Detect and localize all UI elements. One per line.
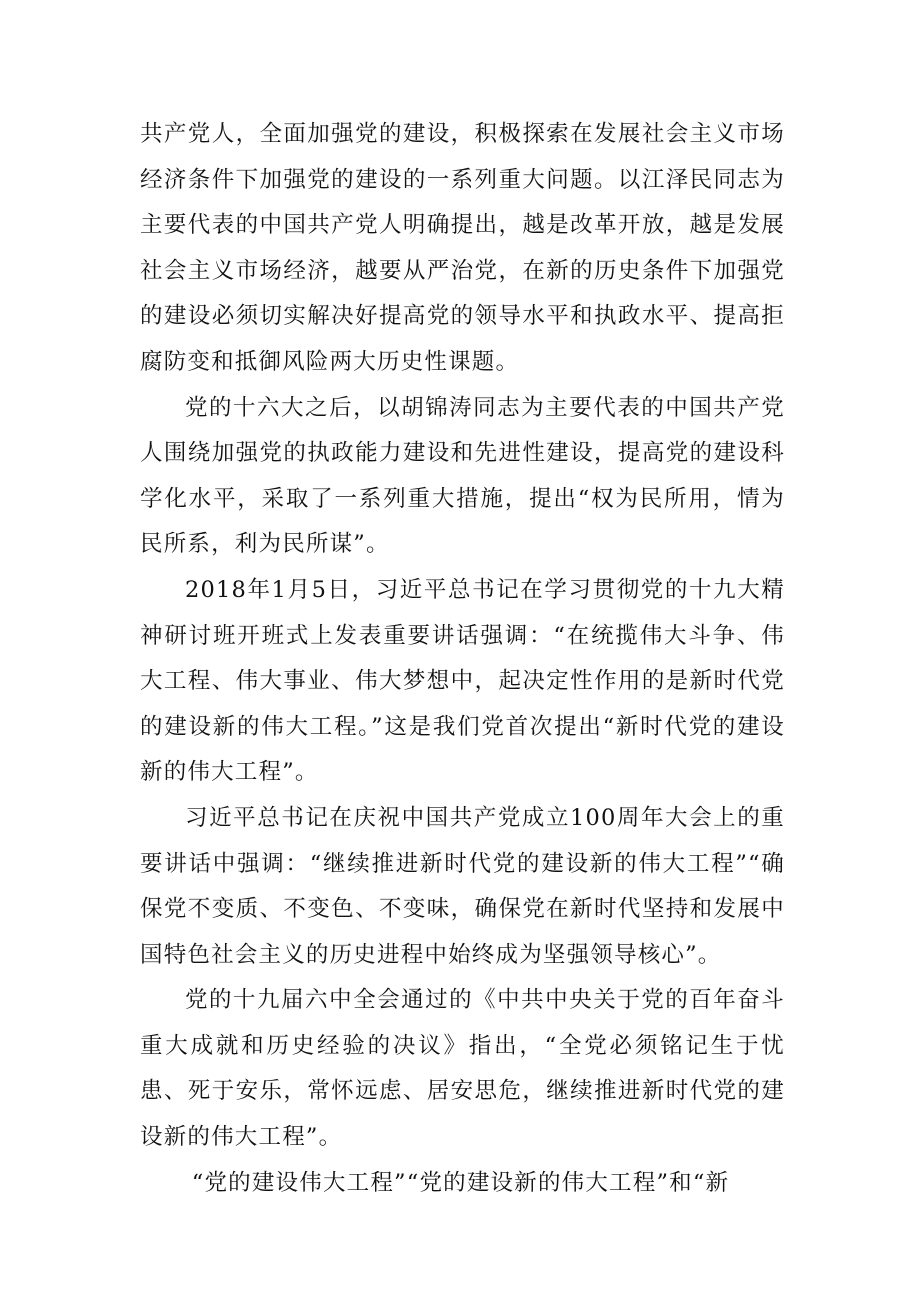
paragraph: 党的十九届六中全会通过的《中共中央关于党的百年奋斗重大成就和历史经验的决议》指出，“全党必须铭记生于忧患、死于安乐，常怀远虑、居安思危，继续推进新时代党的建设新的伟大工程”。 [140, 987, 785, 1151]
paragraph: 2018年1月5日，习近平总书记在学习贯彻党的十九大精神研讨班开班式上发表重要讲话强调：“在统揽伟大斗争、伟大工程、伟大事业、伟大梦想中，起决定性作用的是新时代党的建设新的伟大工程。”这是我们党首次提出“新时代党的建设新的伟大工程”。 [140, 576, 785, 786]
paragraph-continued: 共产党人，全面加强党的建设，积极探索在发展社会主义市场经济条件下加强党的建设的一系列重大问题。以江泽民同志为主要代表的中国共产党人明确提出，越是改革开放，越是发展社会主义市场经济，越要从严治党，在新的历史条件下加强党的建设必须切实解决好提高党的领导水平和执政水平、提高拒腐防变和抵御风险两大历史性课题。 [140, 121, 785, 375]
paragraph: “党的建设伟大工程”“党的建设新的伟大工程”和“新 [191, 1169, 730, 1196]
document-body [140, 112, 785, 1206]
paragraph: 党的十六大之后，以胡锦涛同志为主要代表的中国共产党人围绕加强党的执政能力建设和先进性建设，提高党的建设科学化水平，采取了一系列重大措施，提出“权为民所用，情为民所系，利为民所谋”。 [140, 394, 785, 558]
paragraph: 习近平总书记在庆祝中国共产党成立100周年大会上的重要讲话中强调：“继续推进新时代党的建设新的伟大工程”“确保党不变质、不变色、不变味，确保党在新时代坚持和发展中国特色社会主义的历史进程中始终成为坚强领导核心”。 [140, 804, 785, 968]
